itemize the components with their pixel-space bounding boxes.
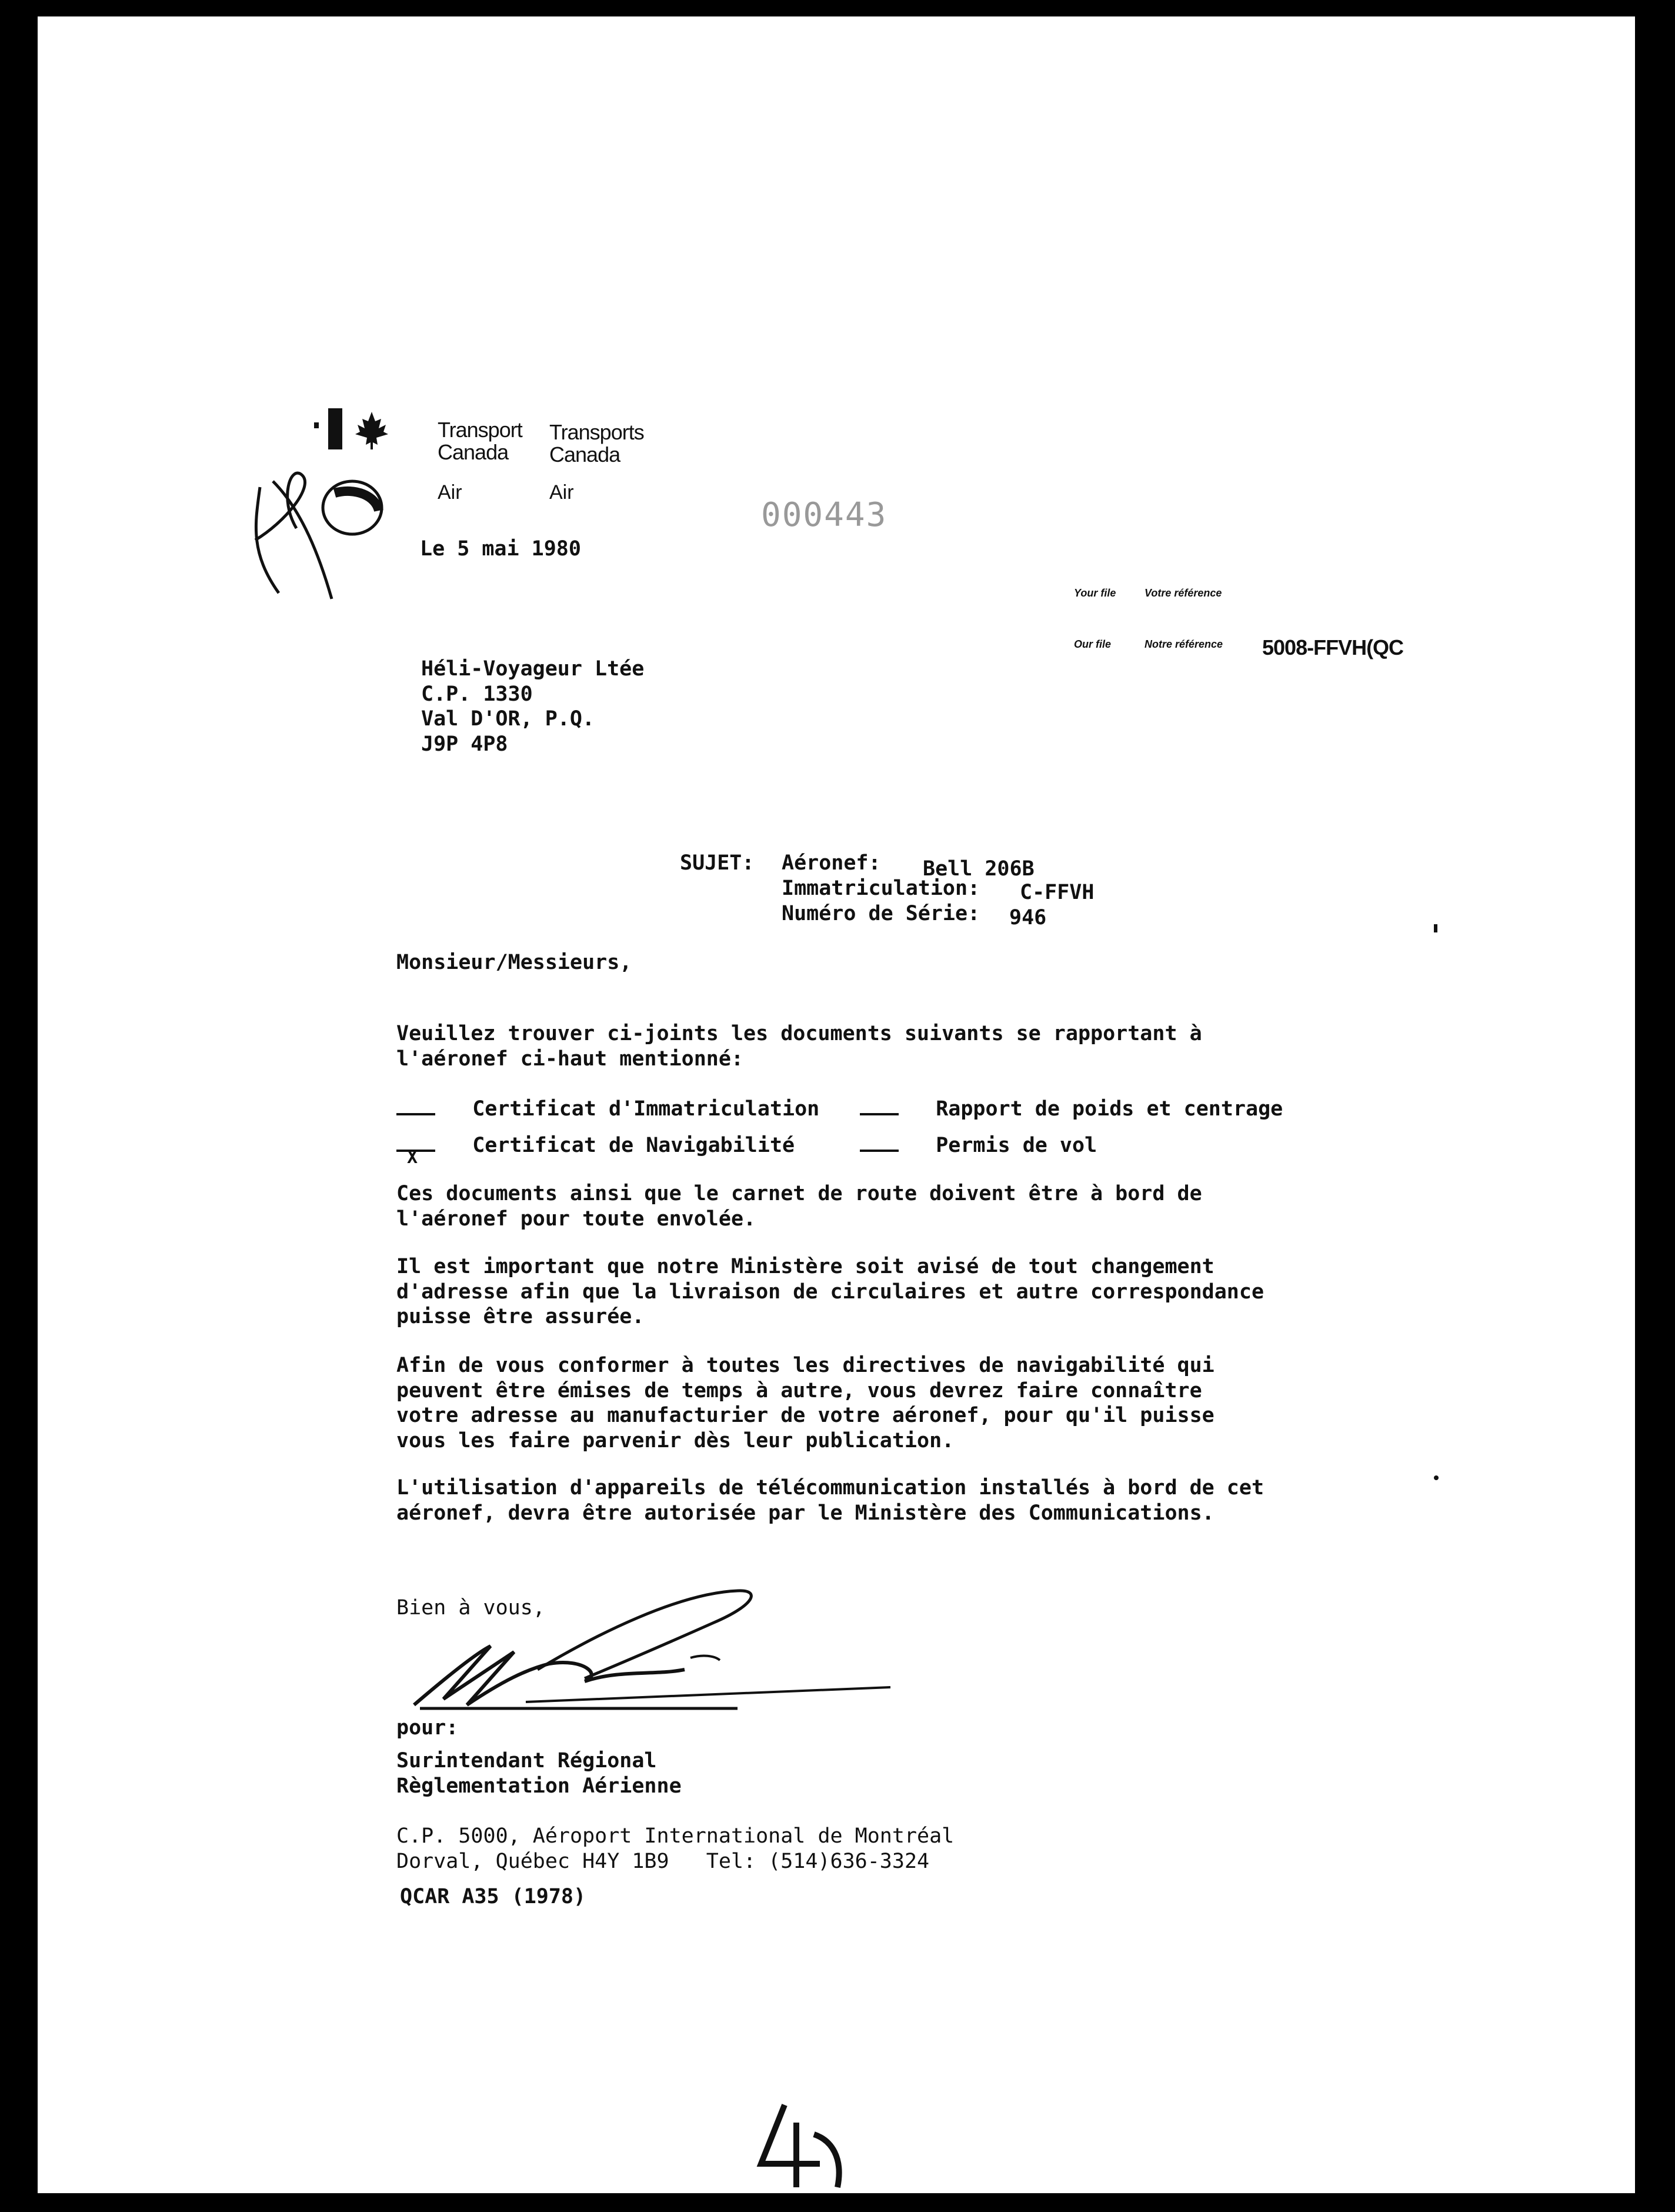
letter-date: Le 5 mai 1980 <box>420 537 581 561</box>
department-name-en: Transport Canada <box>438 418 522 464</box>
body-paragraph: Ces documents ainsi que le carnet de route doivent être à bord de l'aéronef pour toute envolée. <box>396 1182 1202 1231</box>
sender-address: C.P. 5000, Aéroport International de Montréal Dorval, Québec H4Y 1B9 Tel: (514)636-3324 <box>396 1824 955 1873</box>
letter-page <box>38 16 1635 2193</box>
salutation: Monsieur/Messieurs, <box>396 951 632 974</box>
your-file-label: Your file <box>1074 587 1116 599</box>
check-blank <box>860 1113 899 1115</box>
aircraft-value: Bell 206B <box>923 857 1035 881</box>
recipient-address: Héli-Voyageur Ltée C.P. 1330 Val D'OR, P.Q. J9P 4P8 <box>421 657 645 757</box>
signature <box>408 1581 926 1734</box>
checklist-item: Rapport de poids et centrage <box>860 1097 1283 1122</box>
branch-fr: Air <box>549 481 574 504</box>
department-name-fr: Transports Canada <box>549 420 644 467</box>
signatory-title: Surintendant Régional Règlementation Aérienne <box>396 1749 682 1798</box>
checklist-item: Permis de vol <box>860 1133 1097 1158</box>
canada-flag-icon <box>314 407 414 454</box>
serial-label: Numéro de Série: <box>782 902 980 925</box>
our-file-label: Our file <box>1074 638 1112 650</box>
registration-value: C-FFVH <box>1020 881 1095 904</box>
form-code: QCAR A35 (1978) <box>400 1885 586 1908</box>
our-file-reference: 5008-FFVH(QC <box>1262 635 1404 659</box>
check-mark: X <box>407 1147 418 1168</box>
branch-en: Air <box>438 481 462 504</box>
body-paragraph: Afin de vous conformer à toutes les directives de navigabilité qui peuvent être émises de temps à autre, vous devrez faire connaître votre adresse au manufacturier de votre aéronef, pour qu'il puisse vous les faire parvenir dès leur publication. <box>396 1354 1214 1453</box>
scan-speck <box>1434 1475 1439 1480</box>
registration-label: Immatriculation: <box>782 877 980 900</box>
body-paragraph: L'utilisation d'appareils de télécommunication installés à bord de cet aéronef, devra être autorisée par le Ministère des Communications. <box>396 1476 1264 1525</box>
signature-prefix: pour: <box>396 1716 459 1740</box>
closing: Bien à vous, <box>396 1596 545 1620</box>
intro-paragraph: Veuillez trouver ci-joints les documents suivants se rapportant à l'aéronef ci-haut mentionné: <box>396 1022 1202 1071</box>
check-blank <box>396 1113 435 1115</box>
check-blank <box>860 1150 899 1152</box>
body-paragraph: Il est important que notre Ministère soit avisé de tout changement d'adresse afin que la livraison de circulaires et autre correspondance puisse être assurée. <box>396 1255 1264 1329</box>
aircraft-label: Aéronef: <box>782 851 881 875</box>
stamp-number: 000443 <box>761 496 887 534</box>
handwritten-initials <box>232 452 402 611</box>
scan-speck <box>1434 924 1437 932</box>
your-file-label-fr: Votre référence <box>1145 587 1222 599</box>
subject-label: SUJET: <box>680 851 755 875</box>
serial-value: 946 <box>1009 906 1047 930</box>
handwritten-mark <box>749 2099 867 2193</box>
checklist-item: Certificat d'Immatriculation <box>396 1097 819 1122</box>
our-file-label-fr: Notre référence <box>1145 638 1223 650</box>
checklist-item: Certificat de Navigabilité <box>396 1133 795 1158</box>
